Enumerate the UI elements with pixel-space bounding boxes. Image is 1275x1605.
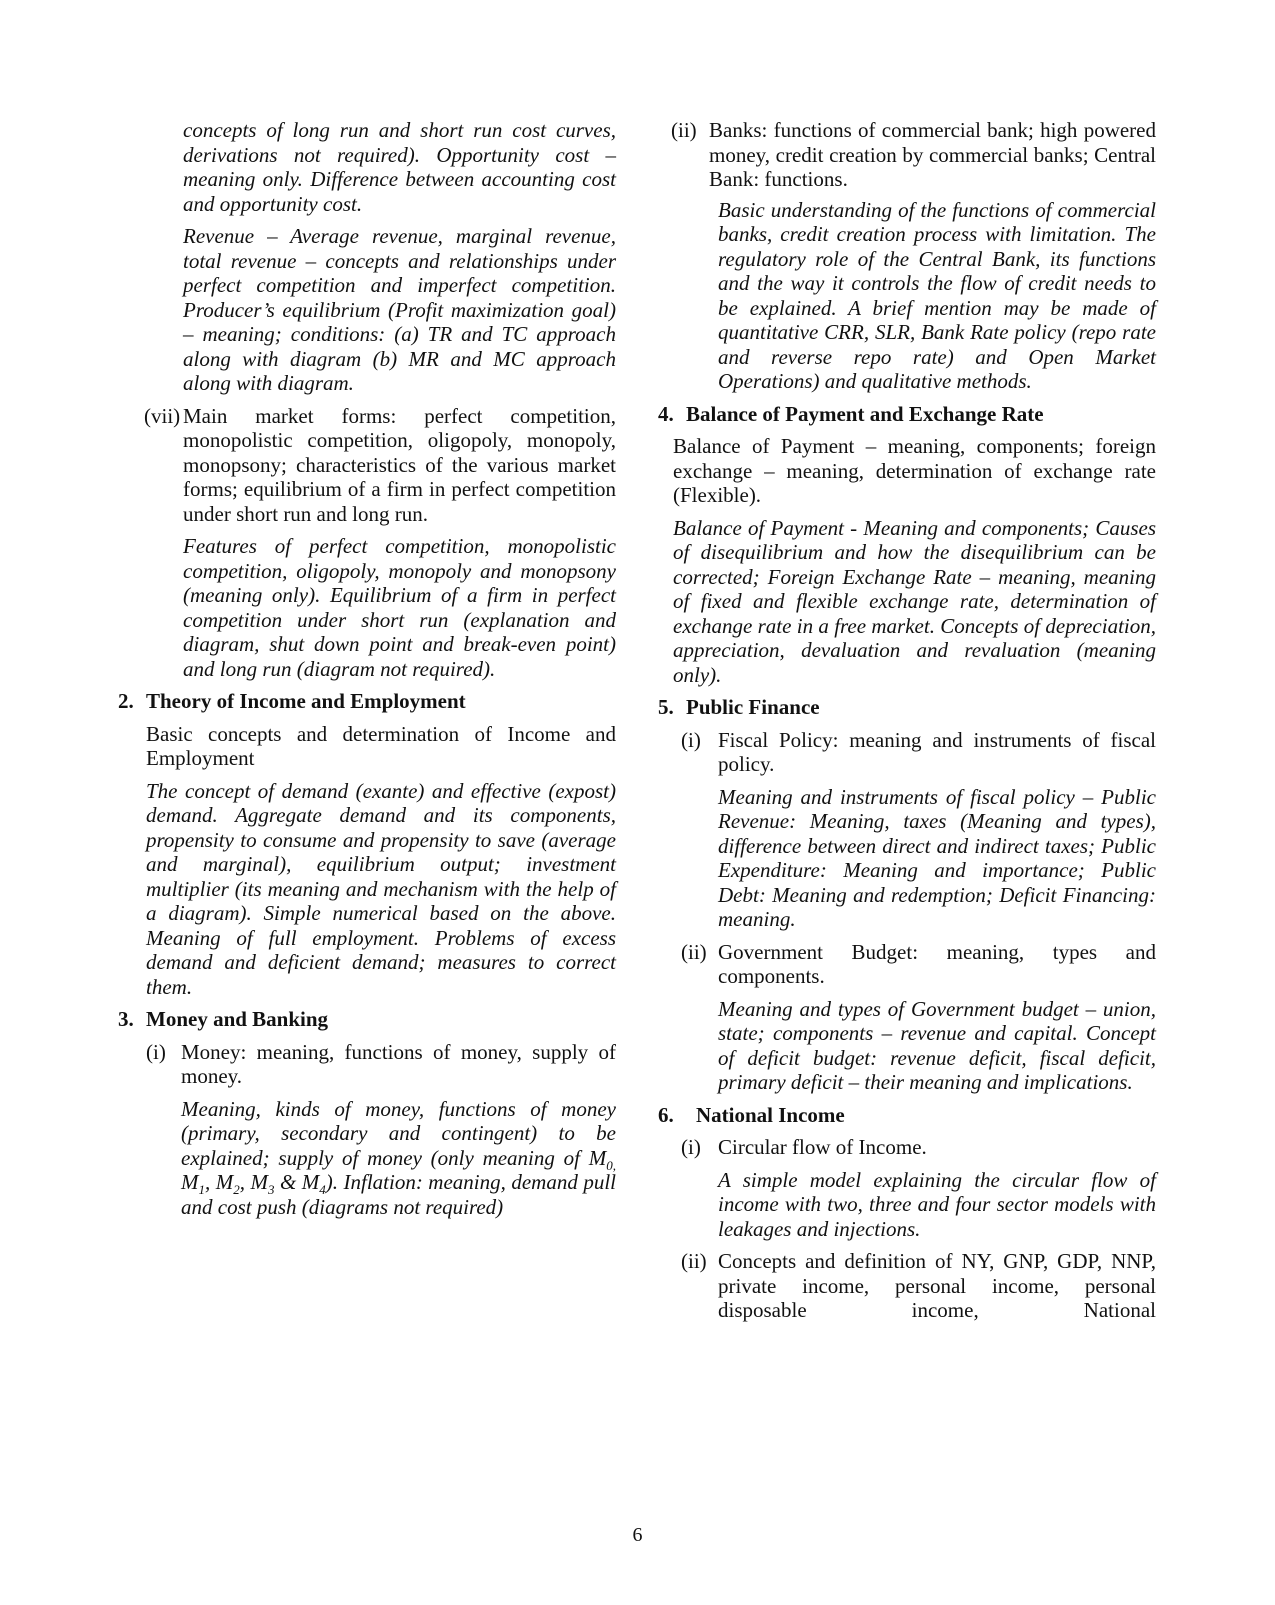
- right-column: [658, 118, 1156, 1331]
- section-5-heading: [658, 695, 1156, 720]
- circular-flow-note: A simple model explaining the circular flow of income with two, three and four sector models with leakages and injections.: [718, 1167, 1156, 1241]
- section-title: Balance of Payment and Exchange Rate: [686, 401, 1044, 426]
- item-label: (ii): [671, 118, 697, 142]
- item-label: (ii): [681, 939, 707, 964]
- section-4-text: Balance of Payment – meaning, components; foreign exchange – meaning, determination of exchange rate (Flexible).: [673, 434, 1156, 507]
- list-item-ii: [658, 1249, 1156, 1323]
- section-3-heading: [118, 1007, 616, 1032]
- section-2-text: Basic concepts and determination of Income and Employment: [146, 721, 616, 770]
- page-number: 6: [632, 1524, 643, 1546]
- money-note: Meaning, kinds of money, functions of money (primary, secondary and contingent) to be explained; supply of money (only meaning of $M_{0,}$ $M_1$, $M_2$, $M_3$ & $M_4$). Inflation: meaning, demand pull and cost push (diagrams not required): [181, 1096, 616, 1219]
- item-text: Banks: functions of commercial bank; high powered money, credit creation by commercial banks; Central Bank: functions.: [709, 118, 1156, 191]
- section-number: 3.: [118, 1007, 134, 1031]
- banks-note: Basic understanding of the functions of commercial banks, credit creation process with limitation. The regulatory role of the Central Bank, its functions and the way it controls the flow of credit needs to be explained. A brief mention may be made of quantitative CRR, SLR, Bank Rate policy (repo rate and reverse repo rate) and Open Market Operations) and qualitative methods.: [718, 197, 1156, 393]
- section-number: 6.: [658, 1102, 674, 1127]
- money-note-text: Meaning, kinds of money, functions of money (primary, secondary and contingent) to be explained; supply of money (only meaning of M: [181, 1096, 616, 1170]
- list-item-vii: [118, 404, 616, 527]
- section-number: 2.: [118, 689, 134, 713]
- item-label: (i): [146, 1039, 166, 1064]
- item-text: Concepts and definition of NY, GNP, GDP, NNP, private income, personal income, personal disposable income, National: [718, 1249, 1156, 1322]
- section-2-heading: [118, 689, 616, 714]
- section-title: Theory of Income and Employment: [146, 689, 466, 713]
- item-text: Fiscal Policy: meaning and instruments of fiscal policy.: [718, 727, 1156, 776]
- item-label: (ii): [681, 1249, 707, 1273]
- section-6-heading: [658, 1103, 1156, 1128]
- item-text: Money: meaning, functions of money, supply of money.: [181, 1039, 616, 1088]
- section-title: National Income: [696, 1102, 845, 1127]
- money-note-tail: ). Inflation: meaning, demand pull and cost push (diagrams not required): [181, 1170, 616, 1219]
- left-column: [118, 118, 616, 1227]
- list-item-i: [118, 1040, 616, 1089]
- market-forms-note: Features of perfect competition, monopolistic competition, oligopoly, monopoly and monopsony (meaning only). Equilibrium of a firm in perfect competition under short run (explanation and diagram, shut down point and break-even point) and long run (diagram not required).: [183, 534, 616, 681]
- item-text: Main market forms: perfect competition, monopolistic competition, oligopoly, monopoly, monopsony; characteristics of the various market forms; equilibrium of a firm in perfect competition under short run and long run.: [183, 403, 616, 526]
- item-text: Circular flow of Income.: [718, 1135, 927, 1159]
- revenue-concepts-note: Revenue – Average revenue, marginal revenue, total revenue – concepts and relationships under perfect competition and imperfect competition. Producer’s equilibrium (Profit maximization goal) – meaning; conditions: (a) TR and TC approach along with diagram (b) MR and MC approach along with diagram.: [183, 224, 616, 395]
- section-2-note: The concept of demand (exante) and effective (expost) demand. Aggregate demand and its components, propensity to consume and propensity to save (average and marginal), equilibrium output; investment multiplier (its meaning and mechanism with the help of a diagram). Simple numerical based on the above. Meaning of full employment. Problems of excess demand and deficient demand; measures to correct them.: [146, 778, 616, 999]
- list-item-ii: [658, 118, 1156, 192]
- section-number: 5.: [658, 695, 674, 719]
- budget-note: Meaning and types of Government budget – union, state; components – revenue and capital. Concept of deficit budget: revenue deficit, fiscal deficit, primary deficit – their meaning and implications.: [718, 996, 1156, 1094]
- section-title: Money and Banking: [146, 1007, 329, 1031]
- item-label: (vii): [144, 403, 181, 428]
- cost-concepts-note: concepts of long run and short run cost curves, derivations not required). Opportunity cost – meaning only. Difference between accounting cost and opportunity cost.: [183, 118, 616, 216]
- list-item-i: [658, 1135, 1156, 1160]
- list-item-ii: [658, 940, 1156, 989]
- section-4-heading: [658, 402, 1156, 427]
- list-item-i: [658, 728, 1156, 777]
- item-label: (i): [681, 727, 701, 752]
- section-number: 4.: [658, 401, 674, 426]
- item-label: (i): [681, 1135, 701, 1159]
- section-4-note: Balance of Payment - Meaning and components; Causes of disequilibrium and how the disequilibrium can be corrected; Foreign Exchange Rate – meaning, meaning of fixed and flexible exchange rate, determination of exchange rate in a free market. Concepts of depreciation, appreciation, devaluation and revaluation (meaning only).: [673, 515, 1156, 687]
- section-title: Public Finance: [686, 695, 820, 719]
- fiscal-policy-note: Meaning and instruments of fiscal policy – Public Revenue: Meaning, taxes (Meaning and types), difference between direct and indirect taxes; Public Expenditure: Meaning and importance; Public Debt: Meaning and redemption; Deficit Financing: meaning.: [718, 784, 1156, 931]
- item-text: Government Budget: meaning, types and components.: [718, 939, 1156, 988]
